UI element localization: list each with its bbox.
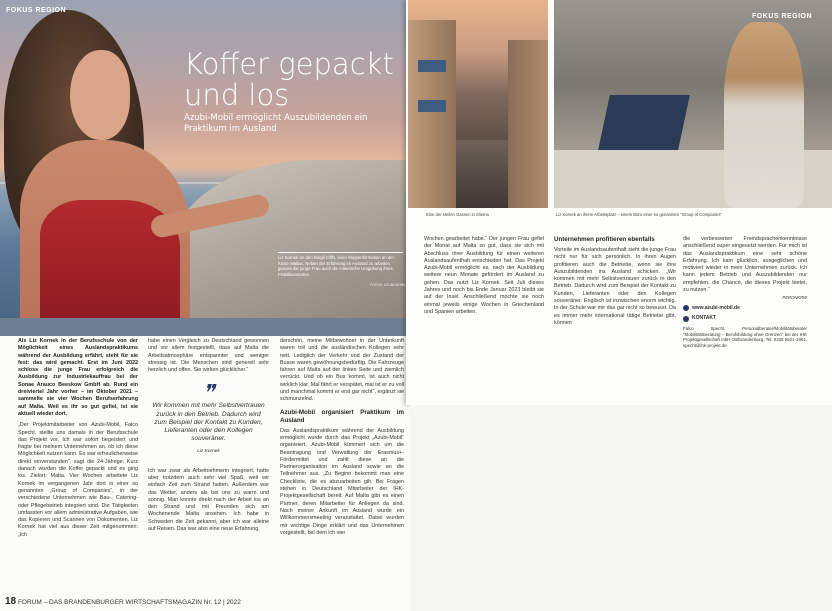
woman-at-desk <box>724 22 804 208</box>
page-number: 18 <box>5 596 17 607</box>
street <box>456 140 508 208</box>
column-2 <box>554 236 676 327</box>
title-line-2: und los <box>184 78 290 112</box>
contact-label: KONTAKT <box>692 314 717 321</box>
photo-credit: FOTOS: AZUBI-MOBIL <box>370 283 407 287</box>
office-photo <box>554 0 832 208</box>
woman-face <box>70 50 130 140</box>
title-line-1: Koffer gepackt <box>184 47 394 81</box>
globe-icon <box>683 305 689 311</box>
body-paragraph: Das Auslandspraktikum während der Ausbildung ermöglicht wurde durch das Projekt „Azubi-Mobil“ organisiert. Azubi-Mobil kümmert sich um die Beantragung und Verwaltung der Erasmus+-Fördermittel und zahlt diese an die Partnerorganisation im Ausland sowie an die Teilnehmer aus. „Zu Beginn bekommt man eine Checkliste, die es abzuarbeiten gilt. Bei Fragen stehen in Deutschland Mitarbeiter der IHK-Projektgesellschaft bereit. Auf Malta gibt es einen Partner, deren Mitarbeiter für Anliegen da sind. Nach meiner Ankunft im Ausland wurde ein Willkommensmeeting veranstaltet. Dabei wurden mir wichtige Dinge erklärt und das Unternehmen vorgestellt, bei dem ich vier <box>280 427 404 536</box>
footer-text: FORUM – DAS BRANDENBURGER WIRTSCHAFTSMAGAZIN Nr. 12 | 2022 <box>17 599 241 606</box>
photo-caption: Eine der steilen Gassen in Sliema <box>426 212 489 217</box>
article-subtitle: Azubi-Mobil ermöglicht Auszubildenden ein Praktikum im Ausland <box>184 113 368 134</box>
quote-text: Wir kommen mit mehr Selbstvertrauen zurück in den Betrieb. Dadurch wird zum Beispiel der Kontakt zu Kunden, Lieferanten oder den Kollegen souveräner. <box>152 402 265 443</box>
quote-author: Liz Kornek <box>197 448 220 454</box>
building-right <box>508 40 548 208</box>
contact-icon <box>683 316 689 322</box>
photo-caption: Liz Kornek an den Dingli Cliffs, einer Klippenformation an der Küste Maltas. Neben der Erfahrung im Ausland zu arbeiten, genoss die junge Frau auch die malerische Umgebung ihres Praktikumsortes. <box>278 252 403 277</box>
building-left <box>408 20 456 208</box>
column-2 <box>148 338 269 533</box>
right-page <box>406 0 832 405</box>
photo-bottom-strip <box>0 318 410 336</box>
contact-heading <box>683 315 807 322</box>
body-paragraph: Wochen gearbeitet habe.“ Der jungen Frau gefiel der Monat auf Malta so gut, dass sie sich mit Abschluss ihrer Ausbildung für einen weiteren Auslandsaufenthalt entschieden hat. Das Projekt Azubi-Mobil ermöglicht es, nach der Ausbildung weitere neun Monate gefördert im Ausland zu gehen. Das nutzt Liz Kornek. Seit Juli dieses Jahres und noch bis Ende Januar 2023 bleibt sie auf der Insel. Anschließend möchte sie noch einmal jeweils einige Wochen in Griechenland und Spanien arbeiten. <box>424 236 544 315</box>
laptop <box>598 95 690 150</box>
column-1 <box>18 338 138 539</box>
column-3 <box>280 338 404 537</box>
body-paragraph: die verbesserten Fremdsprachenkenntnisse anschließend super eingesetzt werden. Für mich ist das Auslandspraktikum eine sehr schöne Erfahrung. Ich kam glücklich, ausgeglichen und motiviert wieder in mein Unternehmen zurück. Ich kann jedem Betrieb und Auszubildenden nur empfehlen, die Chance, die dieses Projekt bietet, zu nutzen.“ <box>683 236 807 294</box>
website-row[interactable] <box>683 305 807 312</box>
balcony <box>418 100 446 112</box>
author-signature: PERONKRW <box>782 295 807 301</box>
body-paragraph: Ich war zwar als Arbeitnehmerin integriert, hatte aber trotzdem auch sehr viel Spaß, weil wir einfach Zeit zum Strand hatten. Außerdem war das Wetter, anders als bei uns zu warm und sonnig. Man konnte direkt nach der Arbeit los an den Strand und mit Freunden sich am Wochenende Malta ansehen. Ich habe in Schweden die Zeit gekannt, aber ich war alleine auf Reisen. Das war also eine neue Erfahrung. <box>148 467 269 533</box>
section-label: FOKUS REGION <box>6 7 67 14</box>
body-paragraph: Vorteile im Auslandsaufenthalt sieht die junge Frau nicht nur für sich persönlich. In ihren Augen profitieren auch die Betriebe, wenn sie ihre Auszubildenden ins Ausland schicken. „Wir kommen mit mehr Selbstvertrauen zurück in den Betrieb. Dadurch wird zum Beispiel der Kontakt zu Kunden, Lieferanten oder den Kollegen souveräner. Englisch ist inzwischen enorm wichtig. In der Schule war mir das gar nicht so bewusst. Da es immer mehr international tätige Betriebe gibt, können <box>554 247 676 326</box>
body-paragraph: „Der Projektmitarbeiter von Azubi-Mobil, Falco Specht, stellte uns damals in der Berufsschule das Projekt vor. Ich war sofort begeistert und fragte bei meinem Unternehmen an, ob ich diese Möglichkeit nutzen kann. Es war erfreulicherweise direkt einverstanden“, sagt die 24-Jährige. Kurz danach wurden die Koffer gepackt und es ging los. Zielort: Malta. Vier Wochen arbeitete Liz Kornek im vergangenen Jahr dort in einer so genannten „Group of Companies“, in der verschiedene Unternehmen wie Bau-, Catering- oder Pflegebetrieb integriert sind. Die Tätigkeiten umfassten vor allem administrative Aufgaben, wie das Kopieren und Scannen von Dokumenten. Liz Kornek hat viel aus dieser Zeit mitgenommen: „Ich <box>18 422 138 538</box>
body-paragraph: habe einen Vergleich zu Deutschland gewonnen und vor allem festgestellt, dass auf Malta die Arbeitsatmosphäre entspannter und weniger stressig ist. Die Menschen sind generell sehr herzlich und offen. Sie wirken glücklicher.“ <box>148 338 269 374</box>
section-heading: Unternehmen profitieren ebenfalls <box>554 236 655 243</box>
website-link[interactable]: www.azubi-mobil.de <box>692 304 740 311</box>
section-label: FOKUS REGION <box>752 13 813 20</box>
balcony <box>418 60 446 72</box>
contact-text: Falco Specht, Personalberater/Mobilitätsberater "Mobilitätsberatung – Berufsbildung ohne Grenzen" bei der IHK Projektgesellschaft mbH Ostbrandenburg, Tel. 0335 5621-1901, specht@ihk-projekt.de <box>683 326 807 349</box>
page-footer <box>5 596 241 607</box>
article-title <box>184 49 394 111</box>
empty-area <box>410 405 832 611</box>
lead-paragraph: Als Liz Kornek in der Berufsschule von der Möglichkeit eines Auslandspraktikums während der Ausbildung erfährt, steht für sie fest: das wird gemacht. Erst im Juni 2022 schloss die junge Frau erfolgreich die Ausbildung zur Industriekauffrau bei der Sonae Arauco Beeskow GmbH ab. Rund ein dreiviertel Jahr vorher – im Oktober 2021 – sammelte sie vier Wochen Berufserfahrung auf Malta. Weil es ihr so gut gefiel, ist sie aktuell wieder dort. <box>18 338 138 417</box>
pull-quote <box>152 381 265 455</box>
column-3 <box>683 236 807 349</box>
quote-mark-icon: ❞ <box>202 381 215 407</box>
street-photo <box>408 0 548 208</box>
left-page <box>0 0 410 611</box>
photo-caption: Liz Kornek an ihrem Arbeitsplatz – einem Büro einer so genannten "Group of Companies" <box>556 212 722 217</box>
section-heading: Azubi-Mobil organisiert Praktikum im Ausland <box>280 408 404 424</box>
body-paragraph: derschön, meine Mitbewohner in der Unterkunft waren toll und die ausländischen Kollegen sehr nett. Lediglich der Verkehr und der Zustand der Busse waren gewöhnungsbedürftig. Die Fahrzeuge fahren auf Malta auf der linken Seite und ziemlich verrückt. Und ob ein Bus kommt, ist auch nicht wirklich klar. Mal fährt er verspätet, mal ist er zu voll und manchmal kommt er erst gar nicht“, ergänzt sie schmunzelnd. <box>280 338 404 403</box>
column-1 <box>424 236 544 316</box>
